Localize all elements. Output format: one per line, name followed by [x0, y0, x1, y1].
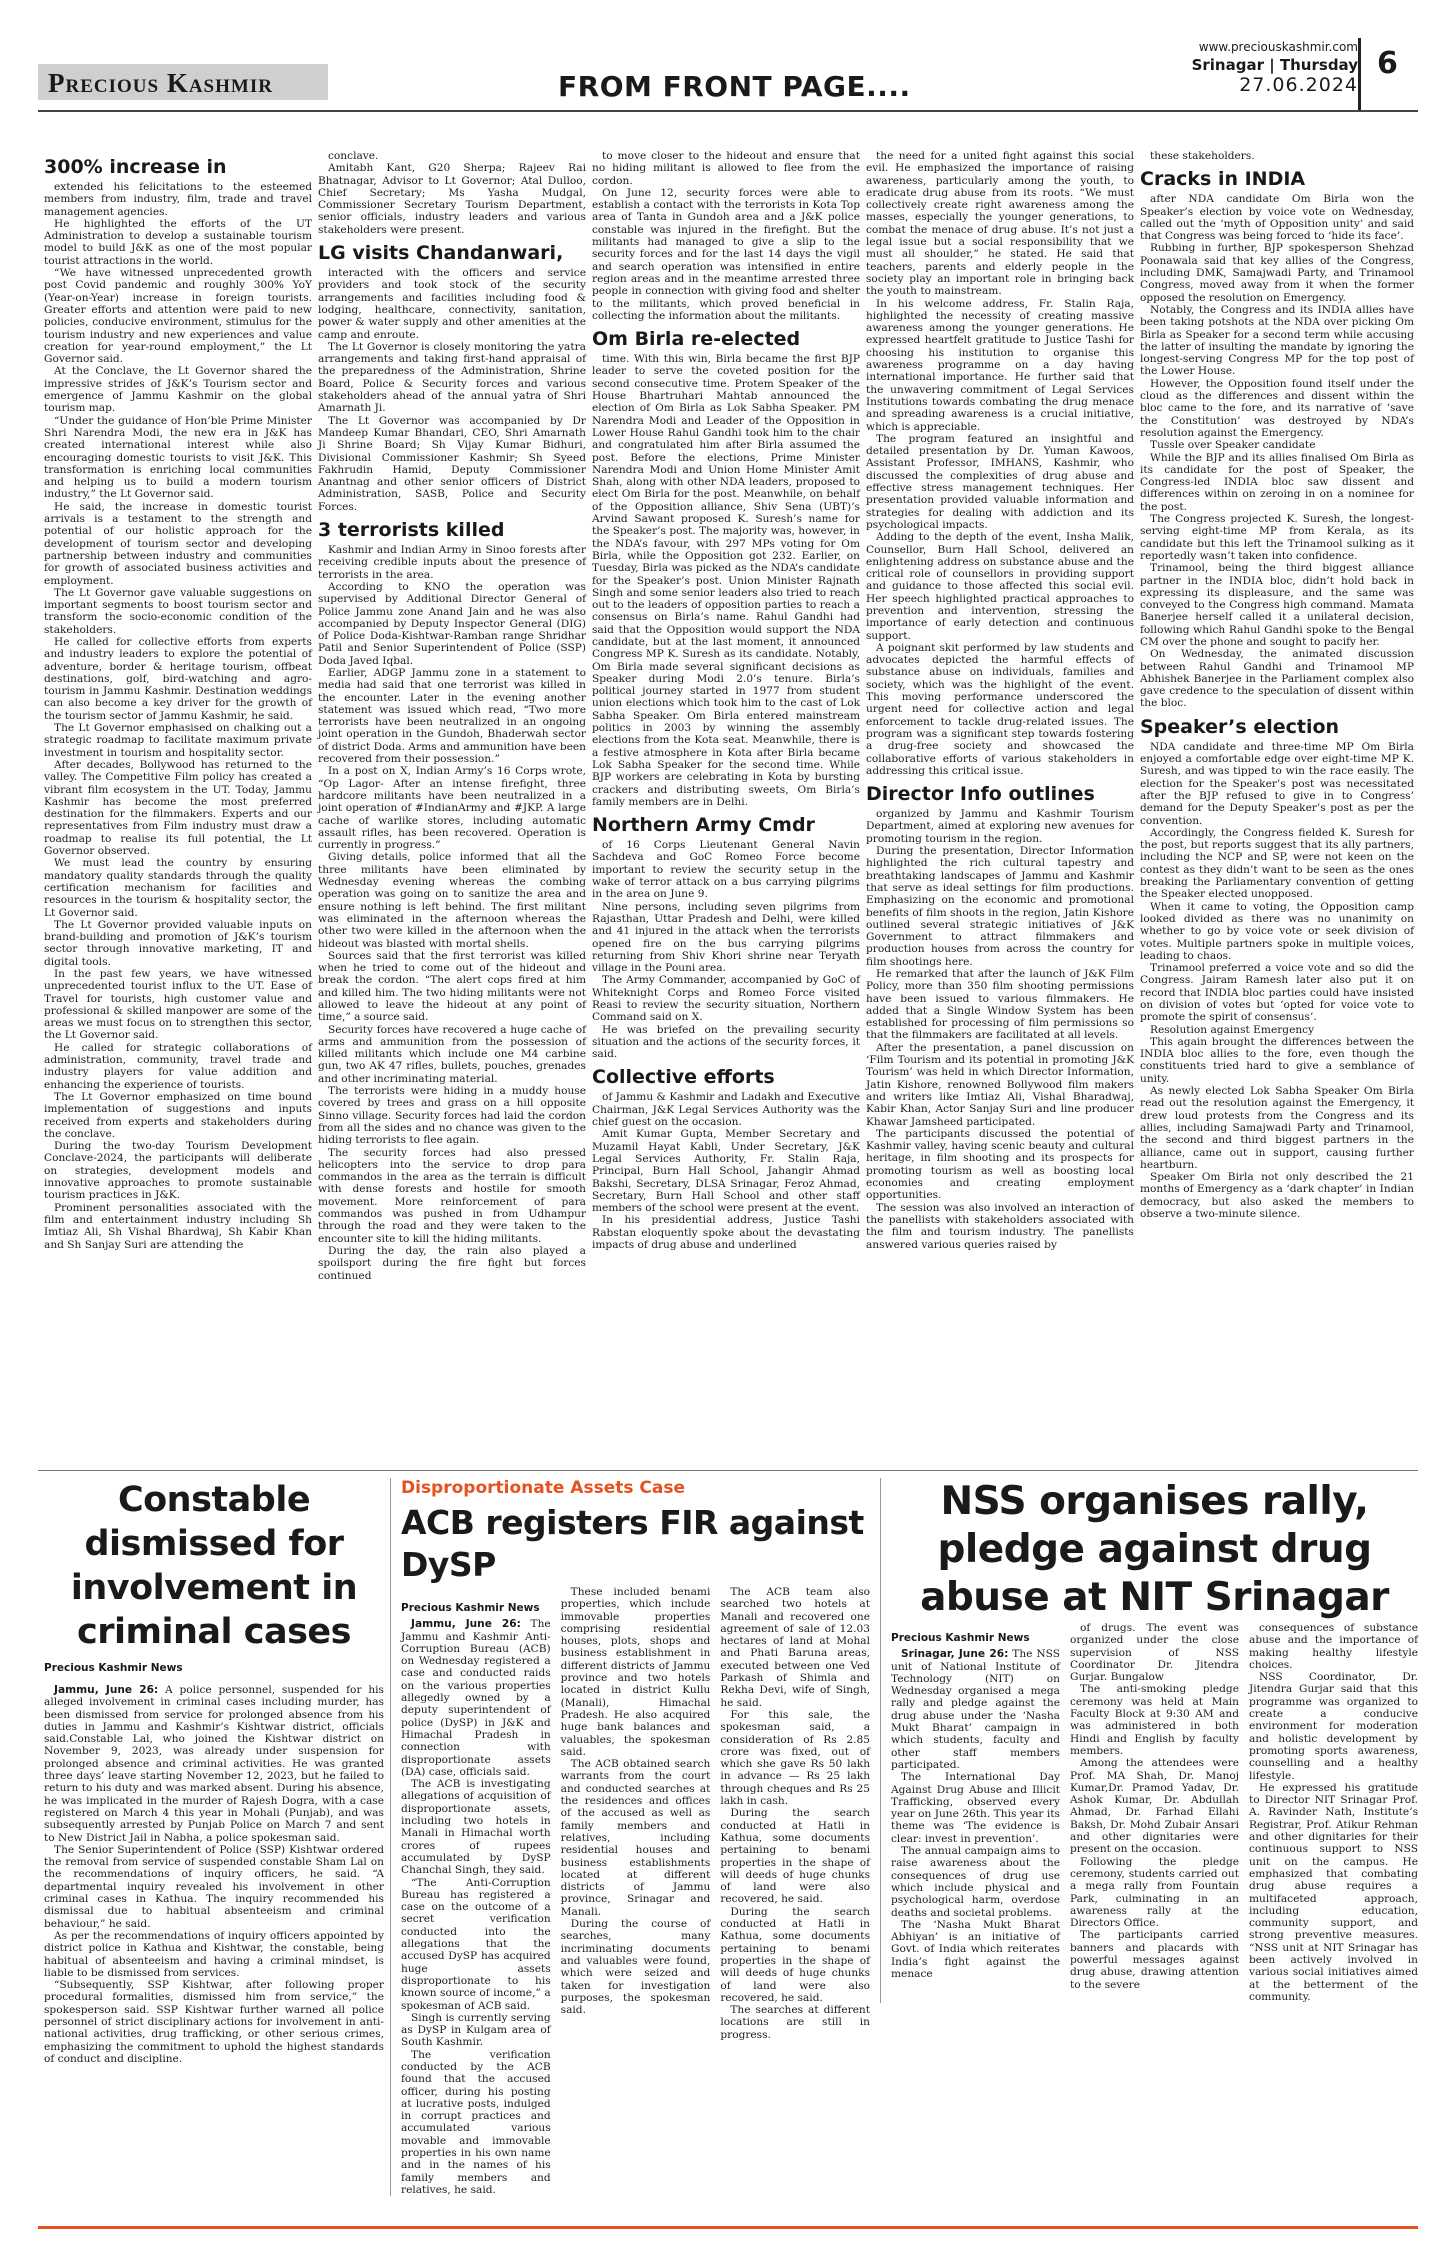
story-body — [44, 1684, 384, 2065]
dateline: Jammu, June 26: — [54, 1684, 159, 1696]
paragraph: These included benami properties, which include immovable properties comprising residential houses, plots, shops and business establishment in different districts of Jammu province and two hotels located in district Kullu (Manali), Himachal Pradesh. He also acquired huge bank balances and valuables, the spokesman said. — [560, 1586, 711, 1758]
paragraph: The Lt Governor was accompanied by Dr Mandeep Kumar Bhandari, CEO, Shri Amarnath Ji Shrine Board; Sh Vijay Kumar Bidhuri, Divisional Commissioner Kashmir; Sh Syeed Fakhrudin Hamid, Deputy Commissioner Anantnag and other senior officers of District Administration, SASB, Police and Security Forces. — [318, 414, 586, 513]
paragraph: Earlier, ADGP Jammu zone in a statement to media had said that one terrorist was killed in the encounter. Later in the evening another statement was issued which read, “Two more terrorists have been neutralized in an ongoing joint operation in the Gundoh, Bhaderwah sector of district Doda. Arms and ammunition have been recovered from their possession.” — [318, 666, 586, 766]
paragraph: During the day, the rain also played a spoilsport during the fire fight but forces continued — [318, 1244, 586, 1282]
paragraph: He expressed his gratitude to Director NIT Srinagar Prof. A. Ravinder Nath, Institute’s Registrar, Prof. Atikur Rehman and other dignitaries for their continuous support to NSS unit on the campus. He emphasized that combating drug abuse requires a multifaceted approach, including education, community support, and strong preventive measures. “NSS unit at NIT Srinagar has been actively involved in various social initiatives aimed at the betterment of the community. — [1249, 1781, 1418, 2003]
paragraph: In a post on X, Indian Army’s 16 Corps wrote, “Op Lagor- After an intense firefight, three hardcore militants have been neutralized in a joint operation of #IndianArmy and #JKP. A large cache of warlike stores, including automatic assault rifles, has been recovered. Operation is currently in progress.” — [318, 765, 586, 852]
subhead-cracks: Cracks in INDIA — [1140, 168, 1306, 191]
dateline: Srinagar, June 26: — [901, 1648, 1009, 1661]
paragraph: The participants discussed the potential of Kashmir valley, having scenic beauty and cultural heritage, in film shooting and its prospects for promoting tourism as well as boosting local economies and creating employment opportunities. — [866, 1127, 1134, 1202]
paragraph: NDA candidate and three-time MP Om Birla enjoyed a comfortable edge over eight-time MP K. Suresh, and was tipped to win the race easily. The election for the Speaker’s post was necessitated after the BJP refused to give in to Congress’ demand for the Deputy Speaker’s post as per the convention. — [1140, 740, 1414, 827]
paragraph: The session was also involved an interaction of the panellists with stakeholders associated with the film and tourism industry. The panellists answered various queries raised by — [866, 1201, 1134, 1251]
header-rule — [38, 110, 1418, 112]
paragraph-text: The NSS unit of National Institute of Technology (NIT) on Wednesday organised a mega rally and pledge against the drug abuse under the ‘Nasha Mukt Bharat’ campaign in which students, faculty and other staff members participated. — [891, 1648, 1060, 1771]
paragraph: Rubbing in further, BJP spokesperson Shehzad Poonawala said that key allies of the Congress, including DMK, Samajwadi Party, and Trinamool Congress, moved away from it when the former opposed the resolution on Emergency. — [1140, 242, 1414, 304]
paragraph: He called for collective efforts from experts and industry leaders to explore the potential of adventure, border & heritage tourism, offbeat destinations, golf, bird-watching and agro-tourism in Jammu Kashmir. Destination weddings can also become a key driver for the growth of the tourism sector of Jammu Kashmir, he said. — [44, 635, 312, 722]
paragraph: conclave. — [328, 150, 379, 162]
paragraph: In his welcome address, Fr. Stalin Raja, highlighted the necessity of creating massive awareness among the younger generations. He expressed heartfelt gratitude to Justice Tashi for choosing his institution to organise this awareness programme on a day having international importance. He further said that the unwavering commitment of Legal Services Institutions towards combating the drug menace and spreading awareness is a crucial initiative, which is appreciable. — [866, 297, 1134, 433]
paragraph: extended his felicitations to the esteemed members from industry, film, trade and travel management agencies. — [44, 181, 312, 218]
paragraph: Tussle over Speaker candidate — [1150, 439, 1316, 452]
column-5 — [1140, 150, 1414, 1220]
paragraph: At the Conclave, the Lt Governor shared the impressive strides of J&K’s Tourism sector and emergence of Jammu Kashmir on the global tourism map. — [44, 365, 312, 415]
paragraph: The Senior Superintendent of Police (SSP) Kishtwar ordered the removal from service of suspended constable Sham Lal on the recommendations of inquiry officers, he said. “A departmental inquiry revealed his involvement in other criminal cases in Kathua. The inquiry recommended his dismissal due to habitual absenteeism and criminal behaviour,” he said. — [44, 1843, 384, 1930]
paragraph: He remarked that after the launch of J&K Film Policy, more than 350 film shooting permissions have been issued to various filmmakers. He added that a Single Window System has been established for processing of film permissions so that the filmmakers are facilitated at all levels. — [866, 968, 1134, 1042]
paragraph — [44, 1684, 384, 1844]
byline: Precious Kashmir News — [401, 1602, 540, 1614]
byline: Precious Kashmir News — [44, 1662, 183, 1674]
paragraph: The annual campaign aims to raise awareness about the consequences of drug use which include physical and psychological harm, overdose deaths and societal problems. — [891, 1845, 1060, 1919]
paragraph: For this sale, the spokesman said, a consideration of Rs 2.85 crore was fixed, out of which she gave Rs 50 lakh in advance — Rs 25 lakh through cheques and Rs 25 lakh in cash. — [720, 1708, 871, 1808]
paragraph: In the past few years, we have witnessed unprecedented tourist influx to the UT. Ease of Travel for tourists, high customer value and professional & skilled manpower are some of the areas we must focus on to strengthen this sector, the Lt Governor said. — [44, 968, 312, 1042]
paragraph: During the course of searches, many incriminating documents and valuables were found, which were seized and taken for investigation purposes, the spokesman said. — [560, 1918, 711, 2017]
paragraph: Trinamool, being the third biggest alliance partner in the INDIA bloc, didn’t hold back in expressing its displeasure, and the same was conveyed to the Congress high command. Mamata Banerjee herself called it a unilateral decision, following which Rahul Gandhi spoke to the Bengal CM over the phone and sought to pacify her. — [1140, 562, 1414, 648]
paragraph: The ACB obtained search warrants from the court and conducted searches at the residences and offices of the accused as well as family members and relatives, including residential houses and business establishments located at different districts of Jammu province, Srinagar and Manali. — [560, 1758, 711, 1918]
paragraph: time. With this win, Birla became the first BJP leader to serve the coveted position for the second consecutive time. Protem Speaker of the House Bhartruhari Mahtab announced the election of Om Birla as Lok Sabha Speaker. PM Narendra Modi and Leader of the Opposition in Lower House Rahul Gandhi took him to the chair and congratulated him after Birla assumed the post. Before the elections, Prime Minister Narendra Modi and Union Home Minister Amit Shah, along with other NDA leaders, proposed to elect Om Birla for the post. Meanwhile, on behalf of the Opposition alliance, Shiv Sena (UBT)’s Arvind Sawant proposed K. Suresh’s name for the Speaker’s post. The majority was, however, in the NDA’s favour, with 297 MPs voting for Om Birla, while the Opposition got 232. Earlier, on Tuesday, Birla was picked as the NDA’s candidate for the Speaker’s post. Union Minister Rajnath Singh and some senior leaders also tried to reach out to the leaders of opposition parties to reach a consensus on Birla’s name. Rahul Gandhi had said that the Opposition would support the NDA candidate, but at the last moment, it announced Congress MP K. Suresh as its candidate. Notably, Om Birla made several significant decisions as Speaker during Modi 2.0’s tenure. Birla’s political journey started in 1977 from student union elections which took him to the cast of Lok Sabha Speaker. Om Birla entered mainstream politics in 2003 by winning the assembly elections from the Kota seat. Meanwhile, there is a festive atmosphere in Kota after Birla became Lok Sabha Speaker for the second time. While BJP workers are celebrating in Kota by bursting crackers and distributing sweets, Om Birla’s family members are in Delhi. — [592, 353, 860, 808]
kicker-acb: Disproportionate Assets Case — [401, 1478, 685, 1498]
story-acb — [390, 1478, 870, 2196]
paragraph: Giving details, police informed that all the three militants have been eliminated by Wednesday evening whereas the combing operation was going on to sanitize the area and ensure nothing is left behind. The first militant was eliminated in the afternoon whereas the other two were killed in the afternoon when the hideout was blasted with mortal shells. — [318, 851, 586, 950]
paragraph: interacted with the officers and service providers and took stock of the security arrangements and facilities including food & lodging, healthcare, connectivity, sanitation, power & water supply and other amenities at the camp and enroute. — [318, 267, 586, 341]
paragraph-text: The Jammu and Kashmir Anti-Corruption Bureau (ACB) on Wednesday registered a case and conducted raids on the various properties allegedly owned by a deputy superintendent of police (DySP) in J&K and Himachal Pradesh in connection with disproportionate assets (DA) case, officials said. — [401, 1618, 551, 1778]
site-url[interactable]: www.preciouskashmir.com — [1198, 40, 1358, 54]
headline-nss: NSS organises rally, pledge against drug abuse at NIT Srinagar — [920, 1479, 1389, 1620]
column-3 — [592, 150, 860, 1251]
subhead-birla: Om Birla re-elected — [592, 328, 801, 351]
day-date: Srinagar | Thursday — [1191, 56, 1358, 74]
subhead-collective: Collective efforts — [592, 1066, 775, 1089]
paragraph: Trinamool preferred a voice vote and so did the Congress. Jairam Ramesh later also put it on record that INDIA bloc parties could have insisted on division of votes but ‘opted for voice vote to promote the spirit of consensus’. — [1140, 962, 1414, 1024]
footer-rule — [38, 2226, 1418, 2229]
column-4 — [866, 150, 1134, 1251]
paragraph: On June 12, security forces were able to establish a contact with the terrorists in Kota Top area of Tanta in Gundoh area and a J&K police constable was injured in the firefight. But the militants had managed to give a slip to the security forces and for the last 14 days the vigil and search operation was intensified in entire region areas and in the meantime arrested three people in connection with giving food and shelter to the militants, which proved beneficial in collecting the information about the militants. — [592, 186, 860, 322]
paragraph: The Congress projected K. Suresh, the longest-serving eight-time MP from Kerala, as its candidate but this left the Trinamool sulking as it reportedly wasn’t taken into confidence. — [1140, 513, 1414, 562]
paragraph: While the BJP and its allies finalised Om Birla as its candidate for the post of Speaker, the Congress-led INDIA bloc saw dissent and differences within on zeroing in on a nominee for the post. — [1140, 451, 1414, 513]
paragraph: After decades, Bollywood has returned to the valley. The Competitive Film policy has created a vibrant film ecosystem in the UT. Today, Jammu Kashmir has become the most preferred destination for the filmmakers. Experts and our representatives from Film industry must draw a roadmap to realise its full potential, the Lt Governor observed. — [44, 758, 312, 858]
paragraph: The terrorists were hiding in a muddy house covered by trees and grass on a hill opposite Sinno village. Security forces had laid the cordon from all the sides and no chance was given to the hiding terrorists to flee again. — [318, 1085, 586, 1147]
story-column — [1249, 1622, 1418, 2003]
paragraph: He highlighted the efforts of the UT Administration to develop a sustainable tourism model to build J&K as one of the most popular tourist attractions in the world. — [44, 217, 312, 267]
paragraph: Accordingly, the Congress fielded K. Suresh for the post, but reports suggest that its ally partners, including the NCP and SP, were not keen on the contest as they didn’t want to be seen as the ones breaking the Parliamentary convention of getting the Speaker elected unopposed. — [1140, 826, 1414, 901]
paragraph: The International Day Against Drug Abuse and Illicit Trafficking, observed every year on June 26th. This year its theme was ‘The evidence is clear: invest in prevention’. — [891, 1771, 1060, 1845]
header-meta — [1168, 40, 1358, 96]
subhead-director: Director Info outlines — [866, 783, 1095, 806]
paragraph: Adding to the depth of the event, Insha Malik, Counsellor, Burn Hall School, delivered an enlightening address on substance abuse and the critical role of counsellors in providing support and guidance to those affected this social evil. Her speech highlighted practical approaches to prevention and intervention, stressing the importance of early detection and continuous support. — [866, 531, 1134, 642]
section-title: FROM FRONT PAGE.... — [558, 70, 911, 103]
byline: Precious Kashmir News — [891, 1632, 1030, 1644]
paragraph: He was briefed on the prevailing security situation and the actions of the security forces, it said. — [592, 1023, 860, 1061]
story-column — [561, 1586, 711, 2196]
paragraph: The verification conducted by the ACB found that the accused officer, during his posting at lucrative posts, indulged in corrupt practices and accumulated various movable and immovable properties in his own name and in the names of his family members and relatives, he said. — [401, 2048, 551, 2196]
paragraph: “Subsequently, SSP Kishtwar, after following proper procedural formalities, dismissed him from service,” the spokesperson said. SSP Kishtwar further warned all police personnel of strict disciplinary actions for involvement in anti-national activities, drug trafficking, or other serious crimes, emphasizing the commitment to uphold the highest standards of conduct and discipline. — [44, 1979, 384, 2065]
paragraph: Notably, the Congress and its INDIA allies have been taking potshots at the NDA over picking Om Birla as Speaker for a second term while accusing the latter of insulting the mandate by ignoring the longest-serving Congress MP for the top post of the Lower House. — [1140, 303, 1414, 378]
subhead-army: Northern Army Cmdr — [592, 814, 815, 837]
paragraph: The ACB team also searched two hotels at Manali and recovered one agreement of sale of 12.03 hectares of land at Mohal and Phati Baruna areas, executed between one Ved Parkash of Shimla and Rekha Devi, wife of Singh, he said. — [720, 1586, 871, 1709]
paragraph: The participants carried banners and placards with powerful messages against drug abuse, drawing attention to the severe — [1070, 1929, 1239, 1991]
paragraph: these stakeholders. — [1150, 150, 1255, 162]
paragraph: “The Anti-Corruption Bureau has registered a case on the outcome of a secret verification conducted into the allegations that the accused DySP has acquired huge assets disproportionate to his known source of income,” a spokesman of ACB said. — [401, 1876, 551, 2012]
paragraph: Resolution against Emergency — [1150, 1023, 1315, 1036]
paragraph: Singh is currently serving as DySP in Kulgam area of South Kashmir. — [401, 2011, 551, 2049]
paragraph: “Under the guidance of Hon’ble Prime Minister Shri Narendra Modi, the new era in J&K has created international interest while also encouraging domestic tourists to visit J&K. This transformation is enriching local communities and helping us to build a modern tourism industry,” the Lt Governor said. — [44, 414, 312, 501]
paragraph: The Lt Governor provided valuable inputs on brand-building and promotion of J&K’s tourism sector through innovative marketing, IT and digital tools. — [44, 918, 312, 968]
paragraph: Kashmir and Indian Army in Sinoo forests after receiving credible inputs about the presence of terrorists in the area. — [318, 544, 586, 581]
paragraph: the need for a united fight against this social evil. He emphasized the importance of raising awareness, particularly among the youth, to eradicate drug abuse from its roots. “We must collectively create right awareness among the masses, especially the younger generations, to combat the menace of drug abuse. It’s not just a legal issue but a social responsibility that we must all shoulder,” he stated. He said that teachers, parents and elderly people in the society play an important role in bringing back the youth to mainstream. — [866, 150, 1134, 298]
dateline: Jammu, June 26: — [411, 1618, 521, 1631]
paragraph: Nine persons, including seven pilgrims from Rajasthan, Uttar Pradesh and Delhi, were killed and 41 injured in the attack when the terrorists opened fire on the bus carrying pilgrims returning from Shiv Khori shrine near Teryath village in the Pouni area. — [592, 900, 860, 975]
brand-logo: Precious Kashmir — [48, 68, 273, 98]
paragraph: Prominent personalities associated with the film and entertainment industry including Sh Imtiaz Ali, Sh Vishal Bhardwaj, Sh Kabir Khan and Sh Sanjay Suri are attending the — [44, 1201, 312, 1251]
paragraph: He called for strategic collaborations of administration, community, travel trade and industry players for value addition and enhancing the experience of tourists. — [44, 1041, 312, 1091]
story-nss — [880, 1478, 1418, 2003]
paragraph: During the search conducted at Hatli in Kathua, some documents pertaining to benami properties in the shape of will deeds of huge chunks of land were also recovered, he said. — [720, 1905, 871, 2004]
column-1 — [44, 150, 312, 1251]
paragraph: Amit Kumar Gupta, Member Secretary and Muzamil Hayat Kabli, Under Secretary, J&K Legal Services Authority, Fr. Stalin Raja, Principal, Burn Hall School, Jahangir Ahmad Bakshi, Secretary, DLSA Srinagar, Feroz Ahmad, Secretary, Burn Hall School and other staff members of the school were present at the event. — [592, 1128, 860, 1215]
paragraph: The Lt Governor gave valuable suggestions on important segments to boost tourism sector and transform the socio-economic condition of the stakeholders. — [44, 586, 312, 636]
story-column — [401, 1586, 551, 2196]
paragraph: organized by Jammu and Kashmir Tourism Department, aimed at exploring new avenues for promoting tourism in the region. — [866, 808, 1134, 845]
paragraph: Sources said that the first terrorist was killed when he tried to come out of the hideout and break the cordon. “The alert cops fired at him and killed him. The two hiding militants were not allowed to leave the hideout at any point of time,” a source said. — [318, 949, 586, 1024]
paragraph: When it came to voting, the Opposition camp looked divided as there was no unanimity on whether to go by voice vote or seek division of votes. Multiple partners spoke in multiple voices, leading to chaos. — [1140, 900, 1414, 962]
paragraph: Amitabh Kant, G20 Sherpa; Rajeev Rai Bhatnagar, Advisor to Lt Governor; Atal Dulloo, Chief Secretary; Ms Yasha Mudgal, Commissioner Secretary Tourism Department, senior officials, industry leaders and various stakeholders were present. — [318, 162, 586, 236]
paragraph: The anti-smoking pledge ceremony was held at Main Faculty Block at 9:30 AM and was administered in both Hindi and English by faculty members. — [1070, 1683, 1239, 1757]
paragraph: However, the Opposition found itself under the cloud as the differences and dissent within the bloc came to the fore, and its narrative of ‘save the Constitution’ was destroyed by NDA’s resolution against the Emergency. — [1140, 377, 1414, 439]
paragraph: Following the pledge ceremony, students carried out a mega rally from Fountain Park, culminating in an awareness rally at the Directors Office. — [1070, 1855, 1239, 1930]
paragraph: The Army Commander, accompanied by GoC of Whiteknight Corps and Romeo Force visited Reasi to review the security situation, Northern Command said on X. — [592, 974, 860, 1024]
paragraph: The program featured an insightful and detailed presentation by Dr. Yuman Kawoos, Assistant Professor, IMHANS, Kashmir, who discussed the complexities of drug abuse and effective stress management techniques. Her presentation provided valuable information and strategies for dealing with addiction and its psychological impacts. — [866, 432, 1134, 531]
paragraph: As newly elected Lok Sabha Speaker Om Birla read out the resolution against the Emergency, it drew loud protests from the Congress and its allies, including Samajwadi Party and Trinamool, the second and third biggest partners in the alliance, came out in support, causing further heartburn. — [1140, 1085, 1414, 1171]
story-columns — [891, 1622, 1418, 2003]
paragraph: to move closer to the hideout and ensure that no hiding militant is allowed to flee from the cordon. — [592, 150, 860, 187]
brand-box — [38, 64, 328, 100]
paragraph: of 16 Corps Lieutenant General Navin Sachdeva and GoC Romeo Force become important to review the security setup in the wake of terror attack on a bus carrying pilgrims in the area on June 9. — [592, 839, 860, 901]
paragraph: Security forces have recovered a huge cache of arms and ammunition from the possession of killed militants which include one M4 carbine gun, two AK 47 rifles, bullets, pouches, grenades and other incriminating material. — [318, 1023, 586, 1085]
paragraph — [891, 1648, 1060, 1771]
headline-acb: ACB registers FIR against DySP — [401, 1503, 864, 1584]
paragraph: “We have witnessed unprecedented growth post Covid pandemic and roughly 300% YoY (Year-on-Year) increase in foreign tourists. Greater efforts and attention were paid to new policies, conducive environment, stimulus for the tourism industry and new experiences and value creation for year-round employment,” the Lt Governor said. — [44, 267, 312, 366]
paragraph: On Wednesday, the animated discussion between Rahul Gandhi and Trinamool MP Abhishek Banerjee in the Parliament complex also gave credence to the speculation of dissent within the bloc. — [1140, 648, 1414, 710]
paragraph: During the two-day Tourism Development Conclave-2024, the participants will deliberate on strategies, development models and innovative approaches to promote sustainable tourism practices in J&K. — [44, 1140, 312, 1202]
paragraph: of drugs. The event was organized under the close supervision of NSS Coordinator Dr. Jitendra Gurjar. Bungalow — [1070, 1622, 1239, 1684]
paragraph: In his presidential address, Justice Tashi Rabstan eloquently spoke about the devastating impacts of drug abuse and underlined — [592, 1214, 860, 1252]
paragraph: As per the recommendations of inquiry officers appointed by district police in Kathua and Kishtwar, the constable, being habitual of absenteeism and having a criminal mindset, is liable to be dismissed from services. — [44, 1929, 384, 1979]
paragraph: Among the attendees were Prof. MA Shah, Dr. Manoj Kumar,Dr. Pramod Yadav, Dr. Ashok Kumar, Dr. Abdullah Ahmad, Dr. Farhad Ellahi Baksh, Dr. Mohd Zubair Ansari and other dignitaries were present on the occasion. — [1070, 1757, 1239, 1856]
paragraph: consequences of substance abuse and the importance of making healthy lifestyle choices. — [1249, 1622, 1418, 1671]
story-constable — [44, 1478, 384, 2065]
paragraph: During the search conducted at Hatli in Kathua, some documents pertaining to benami properties in the shape of will deeds of huge chunks of land were also recovered, he said. — [720, 1807, 871, 1906]
paragraph-text: A police personnel, suspended for his alleged involvement in criminal cases including murder, has been dismissed from service for prolonged absence from his duties in Jammu and Kashmir’s Kishtwar district, officials said.Constable Lal, who joined the Kishtwar district on November 9, 2023, was already under suspension for prolonged absence and criminal activities. He was granted three days’ leave starting November 12, 2023, but he failed to return to his duty and was marked absent. During his absence, he was implicated in the murder of Rajesh Dogra, with a case registered on March 4 this year in Mohali (Punjab), and was subsequently arrested by Punjab Police on March 7 and sent to New District Jail in Nabha, a police spokesman said. — [44, 1684, 384, 1844]
paragraph: During the presentation, Director Information highlighted the rich cultural tapestry and breathtaking landscapes of Jammu and Kashmir that serve as ideal settings for film productions. Emphasizing on the economic and promotional benefits of film shoots in the region, Jatin Kishore outlined several strategic initiatives of J&K Government to attract filmmakers and production houses from across the country for film shootings here. — [866, 845, 1134, 968]
paragraph: According to KNO the operation was supervised by Additional Director General of Police Jammu zone Anand Jain and he was also accompanied by Deputy Inspector General (DIG) of Police Doda-Kishtwar-Ramban range Shridhar Patil and Senior Superintendent of Police (SSP) Doda Javed Iqbal. — [318, 580, 586, 667]
headline-constable: Constable dismissed for involvement in criminal cases — [70, 1480, 358, 1652]
subhead-terrorists: 3 terrorists killed — [318, 519, 505, 542]
paragraph: After the presentation, a panel discussion on ‘Film Tourism and its potential in promoting J&K Tourism’ was held in which Director Information, Jatin Kishore, renowned Bollywood film makers and writers like Imtiaz Ali, Vishal Bharadwaj, Kabir Khan, Actor Sanjay Suri and line producer Khawar Jamsheed participated. — [866, 1041, 1134, 1128]
paragraph: The Lt Governor is closely monitoring the yatra arrangements and taking first-hand appraisal of the preparedness of the Administration, Shrine Board, Police & Security forces and various stakeholders ahead of the annual yatra of Shri Amarnath Ji. — [318, 340, 586, 415]
paragraph: The security forces had also pressed helicopters into the service to drop para commandos in the area as the terrain is difficult with dense forests and hostile for smooth movement. More reinforcement of para commandos was pushed in from Udhampur through the road and they were taken to the encounter site to kill the hiding militants. — [318, 1146, 586, 1245]
paragraph: Speaker Om Birla not only described the 21 months of Emergency as a ‘dark chapter’ in Indian democracy, but also asked the members to observe a two-minute silence. — [1140, 1171, 1414, 1221]
story-columns — [401, 1586, 870, 2196]
page-number: 6 — [1358, 38, 1418, 110]
paragraph — [401, 1618, 551, 1778]
paragraph: The ACB is investigating allegations of acquisition of disproportionate assets, including two hotels in Manali in Himachal worth crores of rupees accumulated by DySP Chanchal Singh, they said. — [401, 1778, 551, 1877]
paragraph: He said, the increase in domestic tourist arrivals is a testament to the strength and potential of our holistic approach for the development of tourism sector and developing partnership between industry and communities for growth of associated business activities and employment. — [44, 500, 312, 587]
subhead-speaker: Speaker’s election — [1140, 715, 1340, 738]
section-divider — [38, 1470, 1418, 1471]
paragraph: NSS Coordinator, Dr. Jitendra Gurjar said that this programme was organized to create a conducive environment for moderation and holistic development by promoting sports awareness, counselling and a healthy lifestyle. — [1249, 1671, 1418, 1782]
story-column — [720, 1586, 870, 2196]
subhead-tourism: 300% increase in — [44, 156, 227, 178]
story-column — [891, 1622, 1060, 2003]
issue-date: 27.06.2024 — [1239, 74, 1358, 96]
paragraph: This again brought the differences between the INDIA bloc allies to the fore, even though the constituents tried hard to give a semblance of unity. — [1140, 1035, 1414, 1085]
masthead — [38, 32, 1418, 110]
story-column — [1070, 1622, 1239, 2003]
subhead-chandanwari: LG visits Chandanwari, — [318, 242, 564, 265]
paragraph: The searches at different locations are still in progress. — [720, 2004, 871, 2041]
column-2 — [318, 150, 586, 1282]
paragraph: The Lt Governor emphasized on time bound implementation of suggestions and inputs received from experts and stakeholders during the conclave. — [44, 1090, 312, 1140]
paragraph: A poignant skit performed by law students and advocates depicted the harmful effects of substance abuse on individuals, families and society, which was the highlight of the event. This moving performance underscored the urgent need for collective action and legal enforcement to tackle drug-related issues. The program was a significant step towards fostering a drug-free society and showcased the collaborative efforts of various stakeholders in addressing this critical issue. — [866, 641, 1134, 777]
paragraph: after NDA candidate Om Birla won the Speaker’s election by voice vote on Wednesday, called out the ‘myth of Opposition unity’ and said that Congress was being forced to ‘hide its face’. — [1140, 193, 1414, 243]
paragraph: of Jammu & Kashmir and Ladakh and Executive Chairman, J&K Legal Services Authority was the chief guest on the occasion. — [592, 1091, 860, 1129]
paragraph: We must lead the country by ensuring mandatory quality standards through the quality certification mechanism for facilities and resources in the tourism & hospitality sector, the Lt Governor said. — [44, 857, 312, 919]
paragraph: The Lt Governor emphasised on chalking out a strategic roadmap to facilitate maximum private investment in tourism and hospitality sector. — [44, 722, 312, 759]
paragraph: The ‘Nasha Mukt Bharat Abhiyan’ is an initiative of Govt. of India which reiterates India’s fight against the menace — [891, 1918, 1060, 1981]
